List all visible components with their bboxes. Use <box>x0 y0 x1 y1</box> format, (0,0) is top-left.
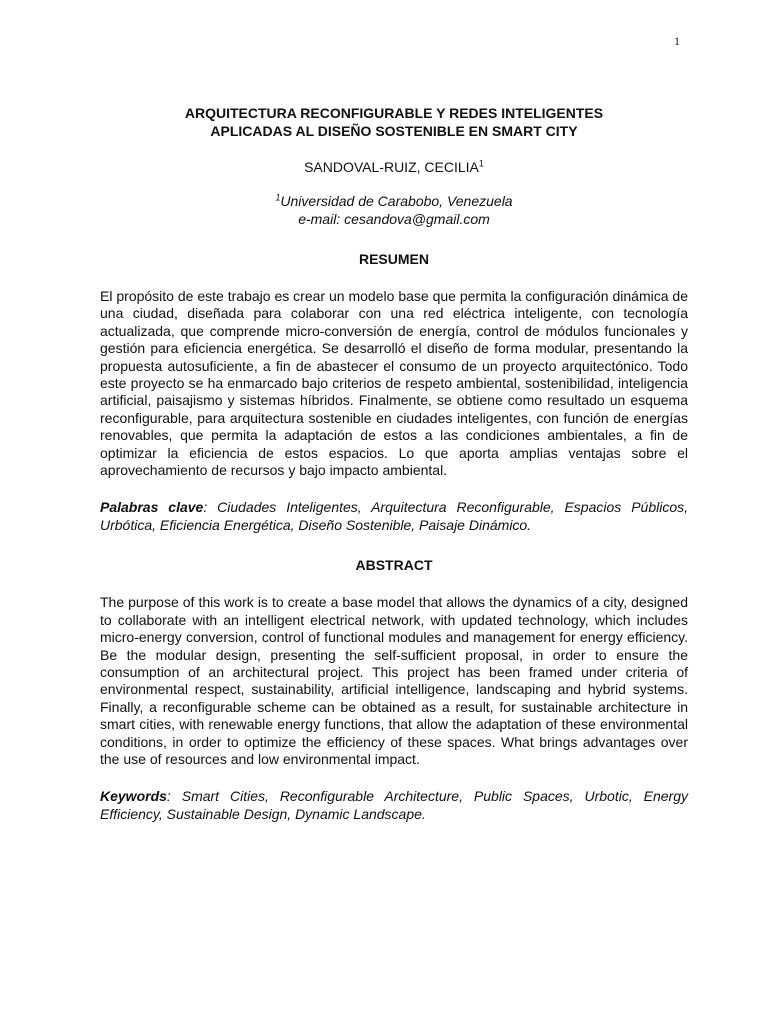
affiliation-superscript: 1 <box>275 192 281 203</box>
keywords-text: : Smart Cities, Reconfigurable Architecture, Public Spaces, Urbotic, Energy Efficiency, Sustainable Design, Dynamic Landscape. <box>100 788 688 822</box>
resumen-body: El propósito de este trabajo es crear un modelo base que permita la configuración dinámica de una ciudad, diseñada para colaborar con una red eléctrica inteligente, con tecnología actualizada, que comprende micro-conversión de energía, control de módulos funcionales y gestión para eficiencia energética. Se desarrolló el diseño de forma modular, presentando la propuesta autosuficiente, a fin de abastecer el consumo de un proyecto arquitectónico. Todo este proyecto se ha enmarcado bajo criterios de respeto ambiental, sostenibilidad, inteligencia artificial, paisajismo y sistemas híbridos. Finalmente, se obtiene como resultado un esquema reconfigurable, para arquitectura sostenible en ciudades inteligentes, con función de energías renovables, que permita la adaptación de estos a las condiciones ambientales, a fin de optimizar la eficiencia de estos espacios. Lo que aporta amplias ventajas sobre el aprovechamiento de recursos y bajo impacto ambiental. <box>100 288 688 479</box>
paper-title-line-2: APLICADAS AL DISEÑO SOSTENIBLE EN SMART CITY <box>210 123 578 139</box>
palabras-clave <box>100 499 688 534</box>
paper-title <box>100 104 688 140</box>
author <box>100 158 688 176</box>
keywords-label: Keywords <box>100 788 167 805</box>
abstract-body: The purpose of this work is to create a base model that allows the dynamics of a city, designed to collaborate with an intelligent electrical network, with updated technology, which includes micro-energy conversion, control of functional modules and management for energy efficiency. Be the modular design, presenting the self-sufficient proposal, in order to ensure the consumption of an architectural project. This project has been framed under criteria of environmental respect, sustainability, artificial intelligence, landscaping and hybrid systems. Finally, a reconfigurable scheme can be obtained as a result, for sustainable architecture in smart cities, with renewable energy functions, that allow the adaptation of these environmental conditions, in order to optimize the efficiency of these spaces. What brings advantages over the use of resources and low environmental impact. <box>100 594 688 767</box>
paper-body <box>100 104 688 823</box>
affiliation-institution: Universidad de Carabobo, Venezuela <box>280 193 513 209</box>
resumen-heading: RESUMEN <box>358 251 429 267</box>
affiliation-email: e-mail: cesandova@gmail.com <box>298 211 490 227</box>
keywords <box>100 788 688 823</box>
affiliation-institution-line <box>100 192 688 210</box>
page-number: 1 <box>674 34 680 48</box>
affiliation <box>100 192 688 228</box>
author-superscript: 1 <box>478 158 484 169</box>
palabras-clave-text: : Ciudades Inteligentes, Arquitectura Reconfigurable, Espacios Públicos, Urbótica, Eficiencia Energética, Diseño Sostenible, Paisaje Dinámico. <box>100 499 689 533</box>
paper-title-line-1: ARQUITECTURA RECONFIGURABLE Y REDES INTELIGENTES <box>184 105 604 121</box>
abstract-heading: ABSTRACT <box>355 557 433 574</box>
palabras-clave-label: Palabras clave <box>100 499 204 516</box>
author-name: SANDOVAL-RUIZ, CECILIA <box>304 159 479 175</box>
